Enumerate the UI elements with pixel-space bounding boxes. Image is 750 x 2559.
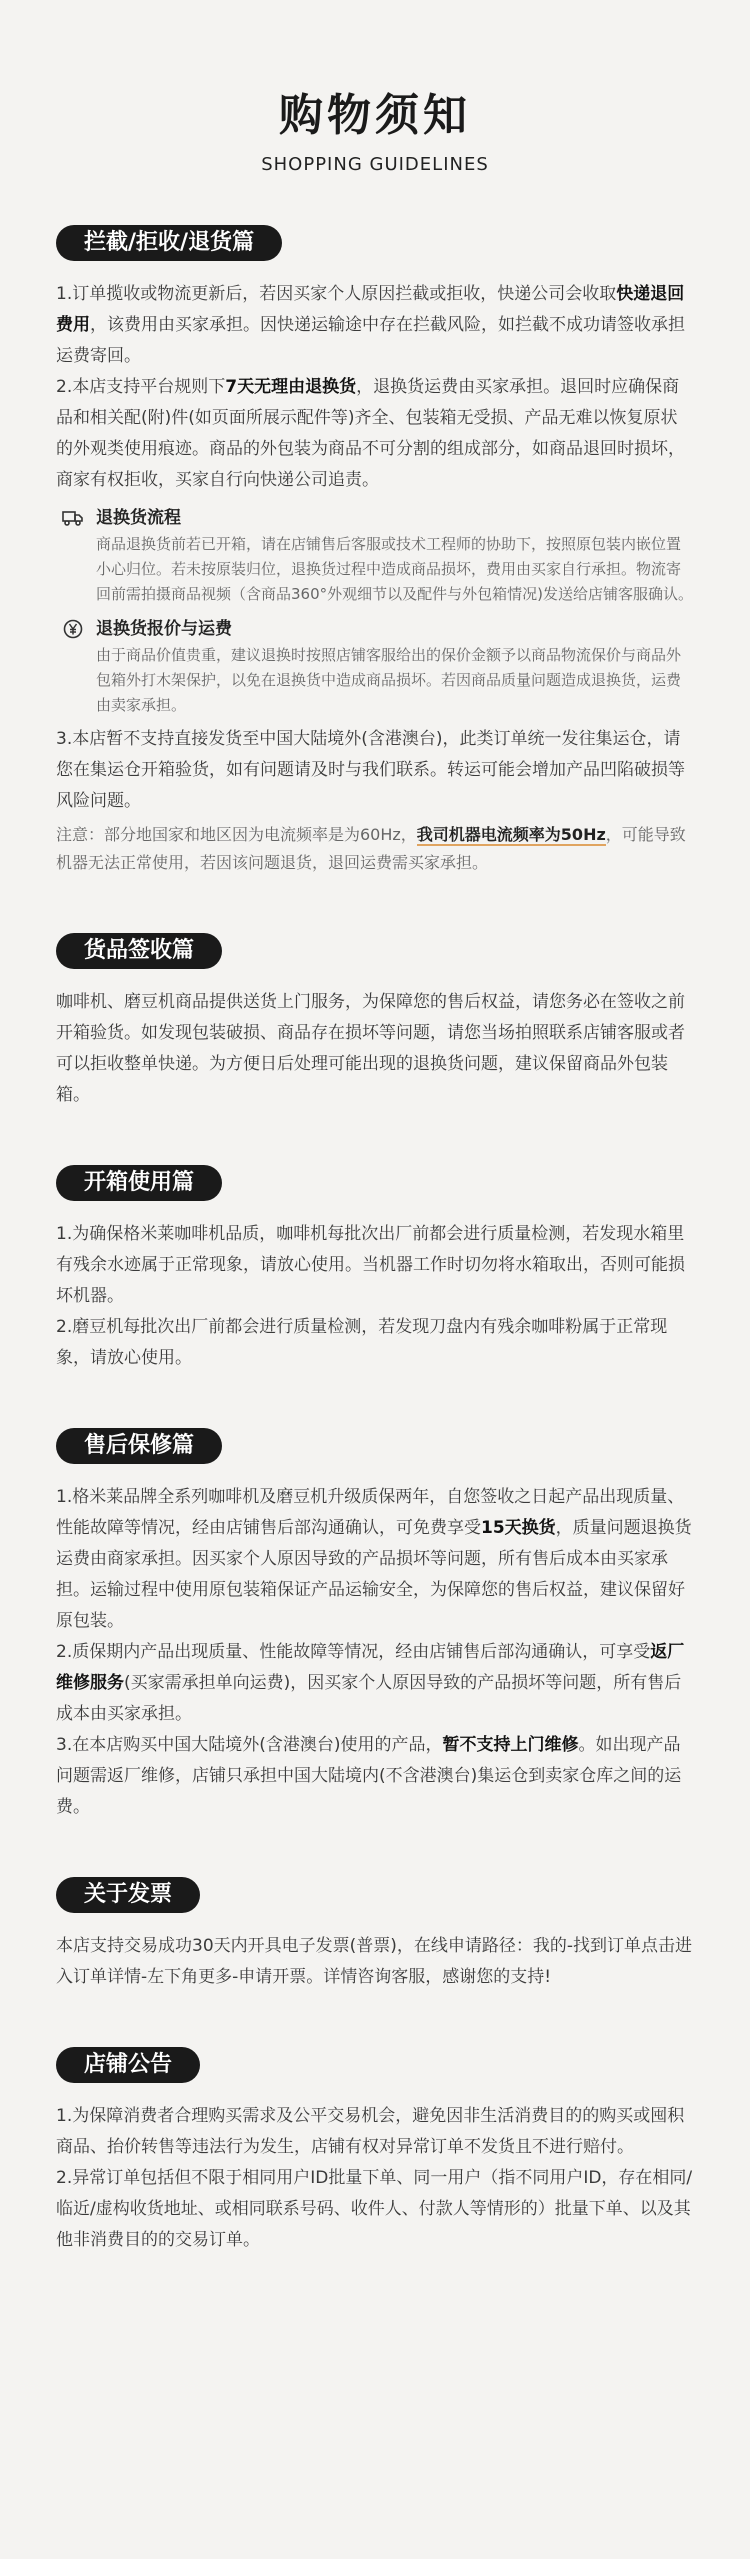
subsection-body: 商品退换货前若已开箱，请在店铺售后客服或技术工程师的协助下，按照原包装内嵌位置小心归位。若未按原装归位，退换货过程中造成商品损坏，费用由买家自行承担。物流寄回前需拍摄商品视频（含商品360°外观细节以及配件与外包箱情况)发送给店铺客服确认。 xyxy=(96,535,693,603)
section-delivery xyxy=(56,933,694,1111)
subsection-title-row xyxy=(62,504,694,532)
text: 。如出现产品问题需返厂维修，店铺只承担中国大陆境内(不含港澳台)集运仓到卖家仓库之间的运费。 xyxy=(56,1735,682,1817)
subsection-body: 由于商品价值贵重，建议退换时按照店铺客服给出的保价金额予以商品物流保价与商品外包箱外打木架保护，以免在退换货中造成商品损坏。若因商品质量问题造成退换货，运费由卖家承担。 xyxy=(96,646,682,714)
paragraph xyxy=(56,1637,694,1730)
text: ，退换货运费由买家承担。退回时应确保商品和相关配(附)件(如页面所展示配件等)齐全、包装箱无受损、产品无难以恢复原状的外观类使用痕迹。商品的外包装为商品不可分割的组成部分，如商品退回时损坏，商家有权拒收，买家自行向快递公司追责。 xyxy=(56,377,685,490)
highlight-text: 15天换货 xyxy=(481,1518,556,1538)
highlight-text: 返厂维修服务 xyxy=(56,1642,685,1693)
subsection-return-shipping xyxy=(62,615,694,718)
highlight-text: 暂不支持上门维修 xyxy=(442,1735,579,1755)
paragraph: 2.异常订单包括但不限于相同用户ID批量下单、同一用户（指不同用户ID，存在相同/临近/虚构收货地址、或相同联系号码、收件人、付款人等情形的）批量下单、以及其他非消费目的的交易订单。 xyxy=(56,2168,693,2250)
paragraph xyxy=(56,372,694,496)
paragraph xyxy=(56,1482,694,1637)
subsection-return-process xyxy=(62,504,694,607)
highlight-text: 快递退回费用 xyxy=(56,284,685,335)
text: (买家需承担单向运费)，因买家个人原因导致的产品损坏等问题，所有售后成本由买家承担。 xyxy=(56,1673,682,1724)
section-heading: 开箱使用篇 xyxy=(56,1165,222,1201)
text: ，该费用由买家承担。因快递运输途中存在拦截风险，如拦截不成功请签收承担运费寄回。 xyxy=(56,315,685,366)
truck-icon xyxy=(62,507,84,529)
text: 1.订单揽收或物流更新后，若因买家个人原因拦截或拒收，快递公司会收取 xyxy=(56,284,617,304)
text: 2.质保期内产品出现质量、性能故障等情况，经由店铺售后部沟通确认，可享受 xyxy=(56,1642,651,1662)
text: 2.本店支持平台规则下 xyxy=(56,377,226,397)
paragraph: 本店支持交易成功30天内开具电子发票(普票)，在线申请路径：我的-找到订单点击进入订单详情-左下角更多-申请开票。详情咨询客服，感谢您的支持! xyxy=(56,1936,693,1987)
section-heading: 拦截/拒收/退货篇 xyxy=(56,225,282,261)
text: 1.格米莱品牌全系列咖啡机及磨豆机升级质保两年，自您签收之日起产品出现质量、性能故障等情况，经由店铺售后部沟通确认，可免费享受 xyxy=(56,1487,685,1538)
text: 注意：部分地国家和地区因为电流频率是为60Hz， xyxy=(56,825,417,844)
highlight-text: 我司机器电流频率为50Hz xyxy=(416,825,606,844)
subsection-title-row xyxy=(62,615,694,643)
paragraph: 1.为确保格米莱咖啡机品质，咖啡机每批次出厂前都会进行质量检测，若发现水箱里有残余水迹属于正常现象，请放心使用。当机器工作时切勿将水箱取出，否则可能损坏机器。 xyxy=(56,1224,685,1306)
paragraph: 3.本店暂不支持直接发货至中国大陆境外(含港澳台)，此类订单统一发往集运仓，请您在集运仓开箱验货，如有问题请及时与我们联系。转运可能会增加产品凹陷破损等风险问题。 xyxy=(56,729,685,811)
section-heading: 售后保修篇 xyxy=(56,1428,222,1464)
section-unboxing xyxy=(56,1165,694,1374)
section-returns xyxy=(56,225,694,877)
section-heading: 关于发票 xyxy=(56,1877,200,1913)
subsection-title: 退换货报价与运费 xyxy=(96,619,232,639)
text: ，质量问题退换货运费由商家承担。因买家个人原因导致的产品损坏等问题，所有售后成本由买家承担。运输过程中使用原包装箱保证产品运输安全，为保障您的售后权益，建议保留好原包装。 xyxy=(56,1518,692,1631)
title-block xyxy=(56,0,694,175)
paragraph: 2.磨豆机每批次出厂前都会进行质量检测，若发现刀盘内有残余咖啡粉属于正常现象，请放心使用。 xyxy=(56,1317,668,1368)
section-heading: 店铺公告 xyxy=(56,2047,200,2083)
text: 3.在本店购买中国大陆境外(含港澳台)使用的产品， xyxy=(56,1735,443,1755)
paragraph: 咖啡机、磨豆机商品提供送货上门服务，为保障您的售后权益，请您务必在签收之前开箱验货。如发现包装破损、商品存在损坏等问题，请您当场拍照联系店铺客服或者可以拒收整单快递。为方便日后处理可能出现的退换货问题，建议保留商品外包装箱。 xyxy=(56,992,685,1105)
yen-coin-icon xyxy=(62,618,84,640)
section-heading: 货品签收篇 xyxy=(56,933,222,969)
section-store-notice xyxy=(56,2047,694,2256)
text: ，可能导致机器无法正常使用，若因该问题退货，退回运费需买家承担。 xyxy=(56,825,686,872)
highlight-text: 7天无理由退换货 xyxy=(225,377,357,397)
paragraph xyxy=(56,279,694,372)
subsection-title: 退换货流程 xyxy=(96,508,181,528)
page-title: 购物须知 xyxy=(279,90,471,141)
note-paragraph xyxy=(56,821,694,877)
section-warranty xyxy=(56,1428,694,1823)
paragraph: 1.为保障消费者合理购买需求及公平交易机会，避免因非生活消费目的的购买或囤积商品、抬价转售等违法行为发生，店铺有权对异常订单不发货且不进行赔付。 xyxy=(56,2106,685,2157)
section-invoice xyxy=(56,1877,694,1993)
page-subtitle: SHOPPING GUIDELINES xyxy=(261,154,489,175)
paragraph xyxy=(56,1730,694,1823)
